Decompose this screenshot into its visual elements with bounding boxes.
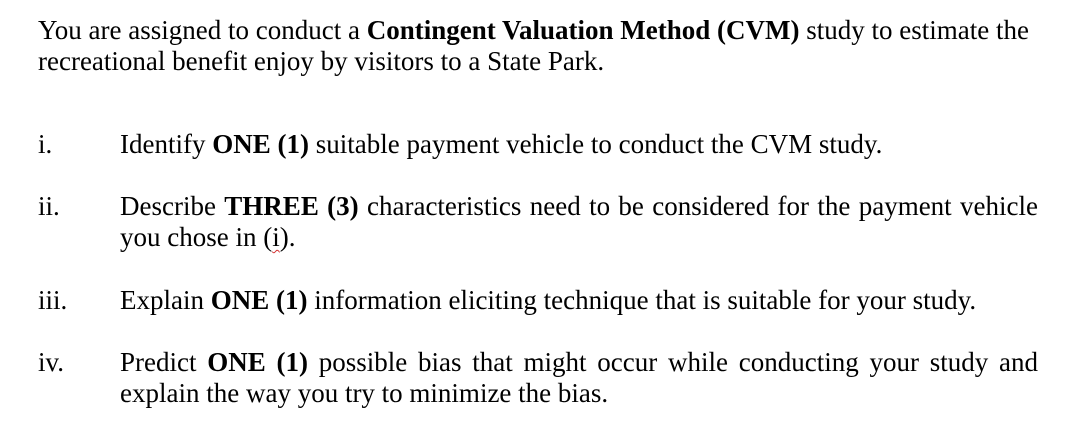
question-text: Identify ONE (1) suitable payment vehicle to conduct the CVM study. — [120, 129, 883, 159]
question-emphasis: ONE (1) — [210, 285, 308, 315]
intro-bold-term: Contingent Valuation Method (CVM) — [366, 15, 800, 45]
intro-text-end: study to estimate the recreational benefit enjoy by visitors to a State Park. — [38, 15, 1029, 76]
question-number: ii. — [38, 191, 60, 221]
question-text: Describe THREE (3) characteristics need to be considered for the payment vehicle you chose in (i). — [120, 191, 1038, 252]
intro-text-start: You are assigned to conduct a — [38, 15, 367, 45]
intro-paragraph — [38, 15, 1040, 77]
question-number: iii. — [38, 285, 68, 315]
question-emphasis: THREE (3) — [224, 191, 359, 221]
question-emphasis: ONE (1) — [207, 347, 309, 377]
question-text: Predict ONE (1) possible bias that might occur while conducting your study and explain the way you try to minimize the bias. — [120, 347, 1039, 408]
question-number: iv. — [38, 347, 64, 377]
question-number: i. — [38, 129, 53, 159]
question-emphasis: ONE (1) — [212, 129, 309, 159]
question-text: Explain ONE (1) information eliciting technique that is suitable for your study. — [120, 285, 977, 315]
spellcheck-flagged-ref: i — [272, 222, 280, 252]
